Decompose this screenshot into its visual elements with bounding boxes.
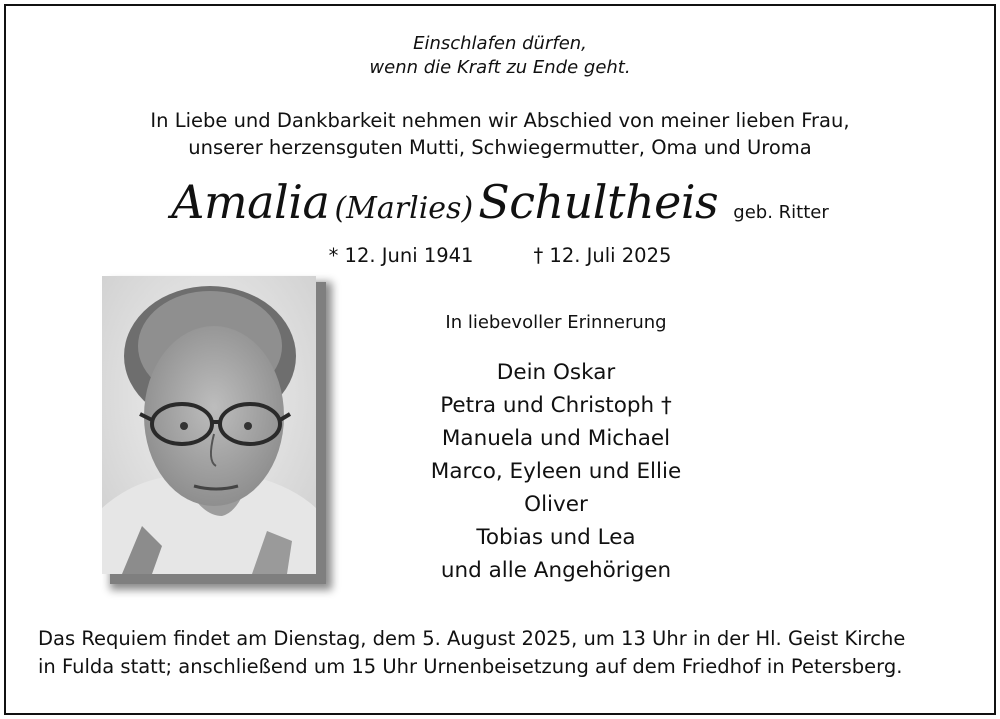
- survivor-name: Tobias und Lea: [476, 525, 636, 550]
- service-details: [38, 625, 905, 681]
- motto-line-1: Einschlafen dürfen,: [413, 33, 587, 54]
- intro-text: [0, 107, 1000, 161]
- first-name: Amalia: [171, 175, 330, 229]
- last-name: Schultheis: [478, 175, 719, 229]
- portrait-illustration: [102, 276, 316, 574]
- survivor-name: Dein Oskar: [496, 360, 616, 385]
- survivors-list: [360, 356, 752, 587]
- motto-line-2: wenn die Kraft zu Ende geht.: [369, 57, 631, 78]
- survivor-name: und alle Angehörigen: [440, 558, 672, 583]
- survivor-name: Petra und Christoph †: [440, 393, 672, 418]
- motto: [0, 32, 1000, 80]
- life-dates: [0, 244, 1000, 267]
- survivor-name: Manuela und Michael: [441, 426, 671, 451]
- birth-date: * 12. Juni 1941: [328, 244, 474, 267]
- nickname: (Marlies): [334, 191, 474, 226]
- service-line-1: Das Requiem findet am Dienstag, dem 5. August 2025, um 13 Uhr in der Hl. Geist Kirche: [38, 627, 906, 650]
- survivor-name: Oliver: [524, 492, 588, 517]
- intro-line-2: unserer herzensguten Mutti, Schwiegermutter, Oma und Uroma: [188, 136, 812, 159]
- service-line-2: in Fulda statt; anschließend um 15 Uhr Urnenbeisetzung auf dem Friedhof in Petersberg.: [38, 655, 903, 678]
- deceased-name: [0, 175, 1000, 229]
- survivor-name: Marco, Eyleen und Ellie: [430, 459, 682, 484]
- birth-name: geb. Ritter: [733, 202, 829, 223]
- remembrance-line: In liebevoller Erinnerung: [445, 312, 667, 333]
- death-date: † 12. Juli 2025: [533, 244, 672, 267]
- intro-line-1: In Liebe und Dankbarkeit nehmen wir Abschied von meiner lieben Frau,: [150, 109, 850, 132]
- portrait-photo: [102, 276, 316, 574]
